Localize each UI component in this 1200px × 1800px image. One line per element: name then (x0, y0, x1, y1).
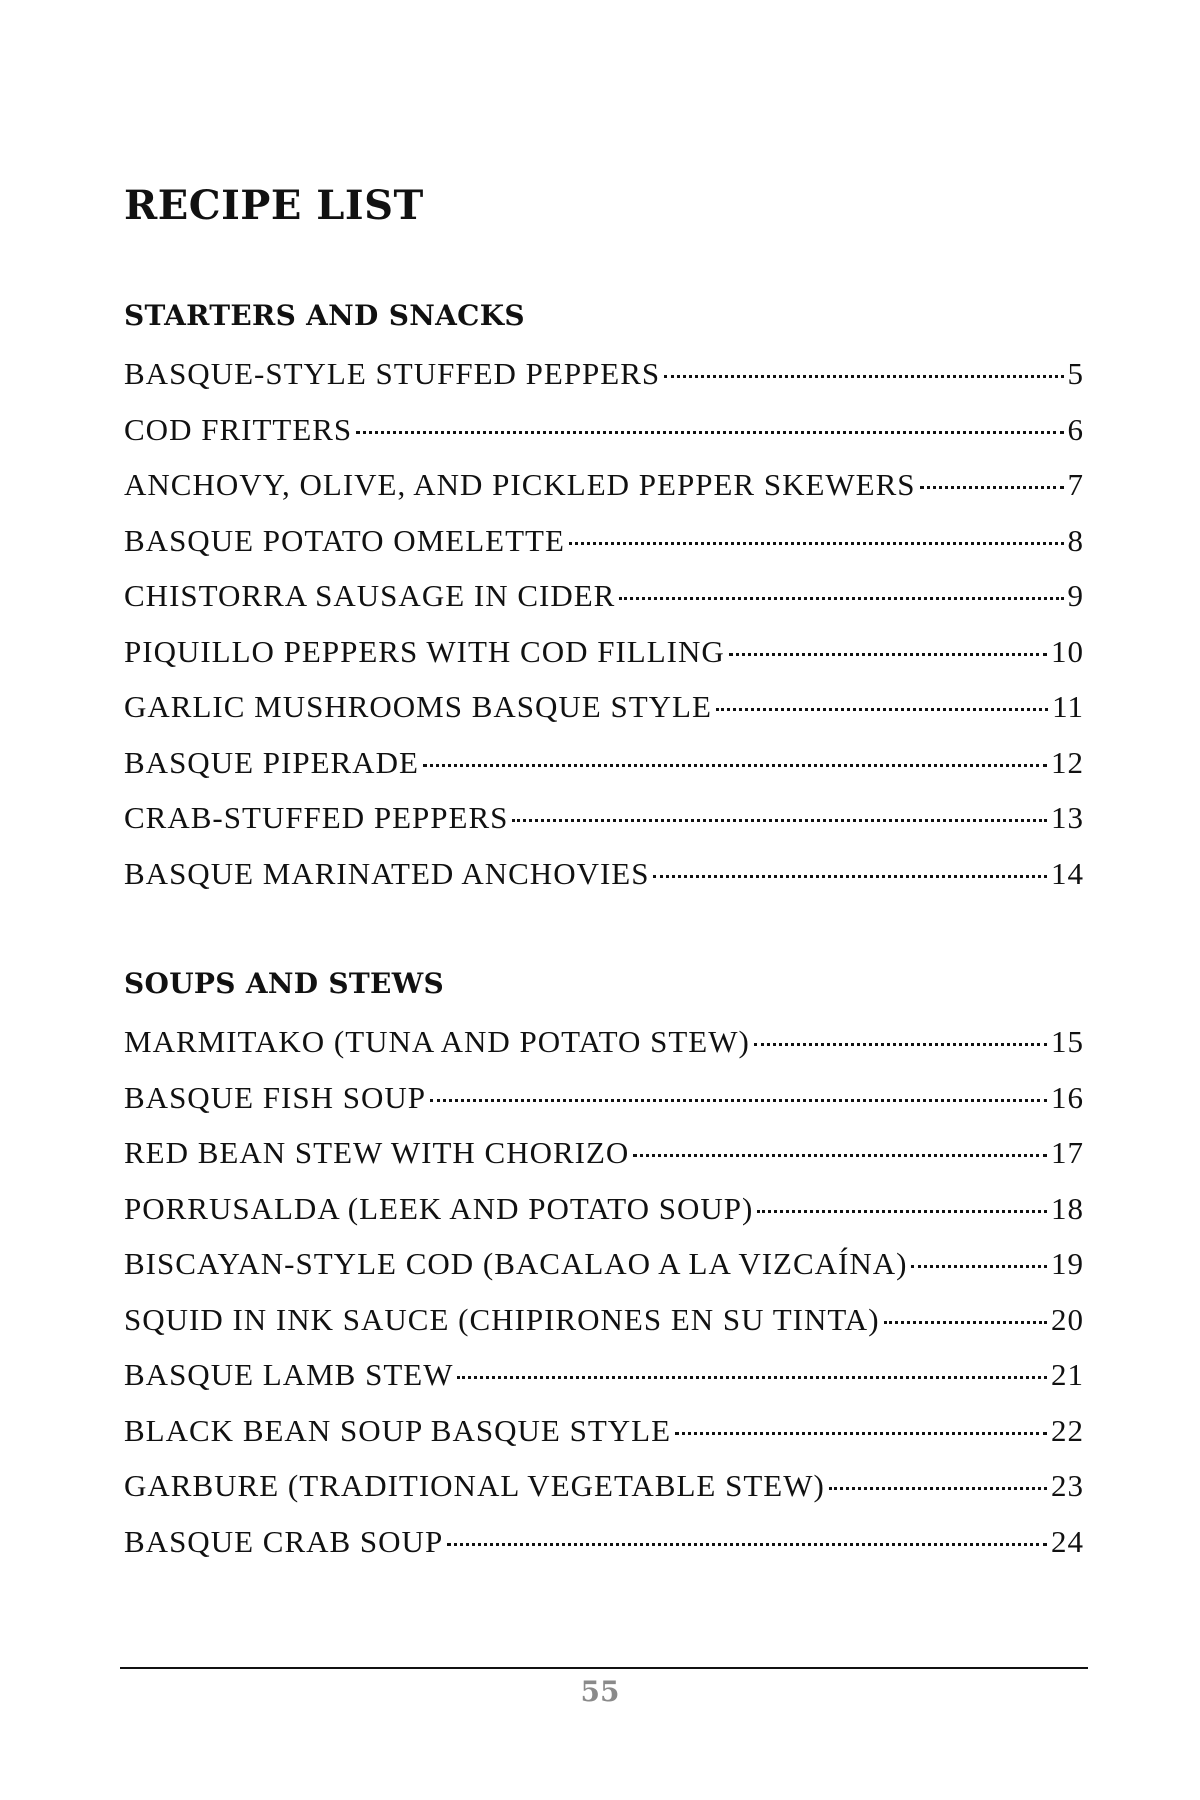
toc-entry (124, 1125, 1084, 1181)
toc-entry-page-number: 19 (1051, 1246, 1084, 1281)
section-starters-and-snacks (124, 296, 1084, 901)
toc-entry-page-number: 22 (1051, 1412, 1084, 1448)
toc-entry-page-number: 15 (1051, 1024, 1084, 1059)
toc-entry-page-number: 11 (1052, 689, 1084, 724)
dot-leader (757, 1210, 1047, 1213)
dot-leader (430, 1099, 1047, 1102)
toc-entry-title: BASQUE CRAB SOUP (124, 1523, 444, 1559)
toc-list (124, 346, 1084, 901)
toc-entry-page-number: 18 (1051, 1190, 1084, 1226)
toc-entry-page-number: 8 (1067, 522, 1084, 558)
dot-leader (653, 875, 1047, 878)
dot-leader (884, 1321, 1047, 1324)
toc-entry-page-number: 7 (1067, 467, 1084, 502)
toc-entry-title: BISCAYAN-STYLE COD (BACALAO A LA VIZCAÍNA) (124, 1246, 908, 1281)
toc-entry-title: BLACK BEAN SOUP BASQUE STYLE (124, 1412, 672, 1448)
dot-leader (754, 1043, 1047, 1046)
toc-entry (124, 624, 1084, 680)
dot-leader (512, 819, 1047, 822)
toc-entry (124, 1403, 1084, 1459)
dot-leader (829, 1487, 1047, 1490)
toc-entry-page-number: 24 (1051, 1523, 1084, 1559)
toc-entry-title: BASQUE FISH SOUP (124, 1079, 426, 1115)
page-number: 55 (580, 1675, 620, 1708)
footer-divider (120, 1667, 1088, 1669)
toc-entry (124, 568, 1084, 624)
toc-entry-title: RED BEAN STEW WITH CHORIZO (124, 1135, 630, 1170)
toc-entry-title: MARMITAKO (TUNA AND POTATO STEW) (124, 1024, 750, 1059)
section-heading: STARTERS AND SNACKS (124, 299, 525, 332)
toc-entry-page-number: 14 (1051, 855, 1084, 891)
toc-entry-page-number: 23 (1051, 1468, 1084, 1503)
dot-leader (569, 542, 1064, 545)
toc-entry (124, 790, 1084, 846)
toc-entry-title: CRAB-STUFFED PEPPERS (124, 800, 509, 835)
dot-leader (675, 1432, 1047, 1435)
dot-leader (911, 1265, 1047, 1268)
toc-entry-page-number: 9 (1067, 578, 1084, 613)
toc-entry (124, 1070, 1084, 1126)
dot-leader (447, 1543, 1047, 1546)
toc-entry-page-number: 17 (1051, 1135, 1084, 1170)
toc-entry-page-number: 12 (1051, 744, 1084, 780)
toc-entry-title: BASQUE LAMB STEW (124, 1357, 454, 1392)
toc-entry (124, 1292, 1084, 1348)
toc-entry (124, 735, 1084, 791)
toc-entry-title: BASQUE PIPERADE (124, 744, 419, 780)
toc-entry-title: COD FRITTERS (124, 411, 353, 447)
toc-entry-title: GARLIC MUSHROOMS BASQUE STYLE (124, 689, 712, 724)
toc-entry (124, 346, 1084, 402)
toc-entry-title: BASQUE MARINATED ANCHOVIES (124, 855, 650, 891)
toc-entry-page-number: 21 (1051, 1357, 1084, 1392)
toc-entry-title: BASQUE POTATO OMELETTE (124, 522, 565, 558)
toc-entry-page-number: 6 (1067, 411, 1084, 447)
toc-entry (124, 846, 1084, 902)
page-title: RECIPE LIST (124, 182, 424, 229)
toc-entry-title: GARBURE (TRADITIONAL VEGETABLE STEW) (124, 1468, 825, 1503)
toc-list (124, 1014, 1084, 1569)
section-soups-and-stews (124, 964, 1084, 1569)
toc-entry-title: ANCHOVY, OLIVE, AND PICKLED PEPPER SKEWERS (124, 467, 916, 502)
dot-leader (356, 431, 1063, 434)
dot-leader (716, 708, 1048, 711)
toc-entry (124, 679, 1084, 735)
toc-entry-title: PORRUSALDA (LEEK AND POTATO SOUP) (124, 1190, 754, 1226)
toc-entry (124, 1347, 1084, 1403)
toc-entry-page-number: 5 (1067, 356, 1084, 391)
toc-entry-title: SQUID IN INK SAUCE (CHIPIRONES EN SU TINTA) (124, 1301, 880, 1337)
dot-leader (457, 1376, 1047, 1379)
toc-entry-title: PIQUILLO PEPPERS WITH COD FILLING (124, 633, 725, 669)
dot-leader (633, 1154, 1047, 1157)
toc-entry-page-number: 20 (1051, 1301, 1084, 1337)
toc-entry-page-number: 13 (1051, 800, 1084, 835)
dot-leader (664, 375, 1063, 378)
toc-entry (124, 513, 1084, 569)
dot-leader (619, 597, 1063, 600)
toc-entry (124, 402, 1084, 458)
toc-entry-page-number: 10 (1051, 633, 1084, 669)
toc-entry-title: BASQUE-STYLE STUFFED PEPPERS (124, 356, 661, 391)
toc-entry-page-number: 16 (1051, 1079, 1084, 1115)
toc-entry-title: CHISTORRA SAUSAGE IN CIDER (124, 578, 616, 613)
toc-entry (124, 1014, 1084, 1070)
dot-leader (423, 764, 1047, 767)
dot-leader (920, 486, 1064, 489)
toc-entry (124, 1181, 1084, 1237)
toc-entry (124, 1458, 1084, 1514)
section-heading: SOUPS AND STEWS (124, 967, 444, 1000)
toc-entry (124, 457, 1084, 513)
toc-entry (124, 1236, 1084, 1292)
dot-leader (729, 653, 1047, 656)
toc-entry (124, 1514, 1084, 1570)
